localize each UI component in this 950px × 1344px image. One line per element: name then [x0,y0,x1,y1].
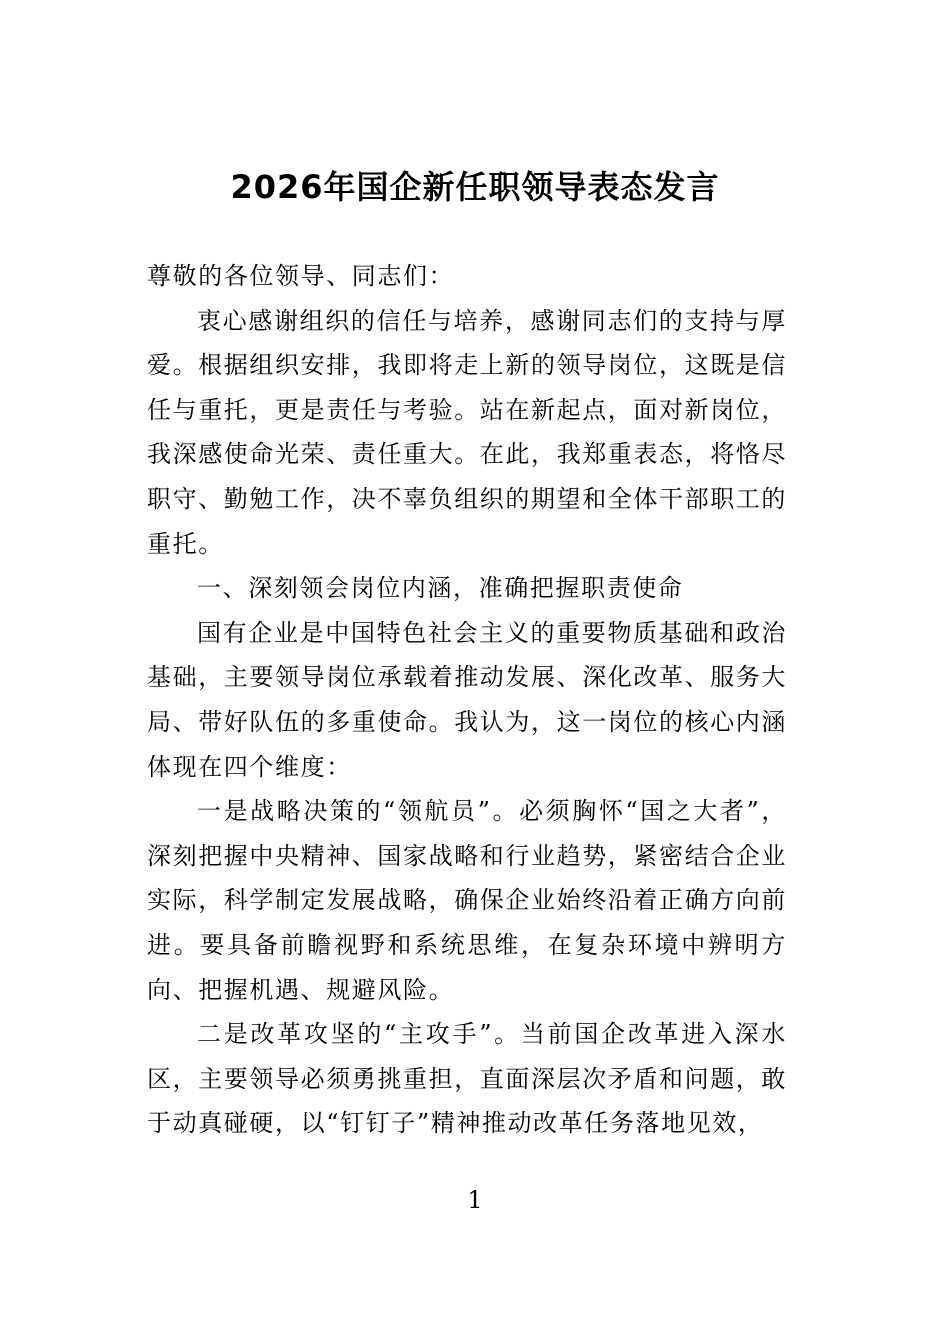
point-1-text: 必须胸怀“国之大者”，深刻把握中央精神、国家战略和行业趋势，紧密结合企业实际，科学制定发展战略，确保企业始终沿着正确方向前进。要具备前瞻视野和系统思维，在复杂环境中辨明方向、把握机遇、规避风险。 [147,797,788,1004]
point-2-text: 当前国企改革进入深水区，主要领导必须勇挑重担，直面深层次矛盾和问题，敢于动真碰硬，以“钉钉子”精神推动改革任务落地见效， [147,1020,788,1138]
paragraph-opening: 衷心感谢组织的信任与培养，感谢同志们的支持与厚爱。根据组织安排，我即将走上新的领导岗位，这既是信任与重托，更是责任与考验。站在新起点，面对新岗位，我深感使命光荣、责任重大。在此，我郑重表态，将恪尽职守、勤勉工作，决不辜负组织的期望和全体干部职工的重托。 [147,306,787,558]
point-1-lead: 一是战略决策的“领航员”。 [197,797,520,826]
salutation: 尊敬的各位领导、同志们： [147,262,455,290]
page-number: 1 [467,1186,483,1214]
section-heading: 一、深刻领会岗位内涵，准确把握职责使命 [197,574,684,603]
paragraph-point-2 [147,1012,787,1146]
paragraph-point-1 [147,789,787,1012]
point-2-lead: 二是改革攻坚的“主攻手”。 [197,1020,521,1049]
paragraph-intro: 国有企业是中国特色社会主义的重要物质基础和政治基础，主要领导岗位承载着推动发展、深化改革、服务大局、带好队伍的多重使命。我认为，这一岗位的核心内涵体现在四个维度： [147,618,787,781]
document-body [147,254,787,1146]
document-title: 2026年国企新任职领导表态发言 [230,168,720,206]
